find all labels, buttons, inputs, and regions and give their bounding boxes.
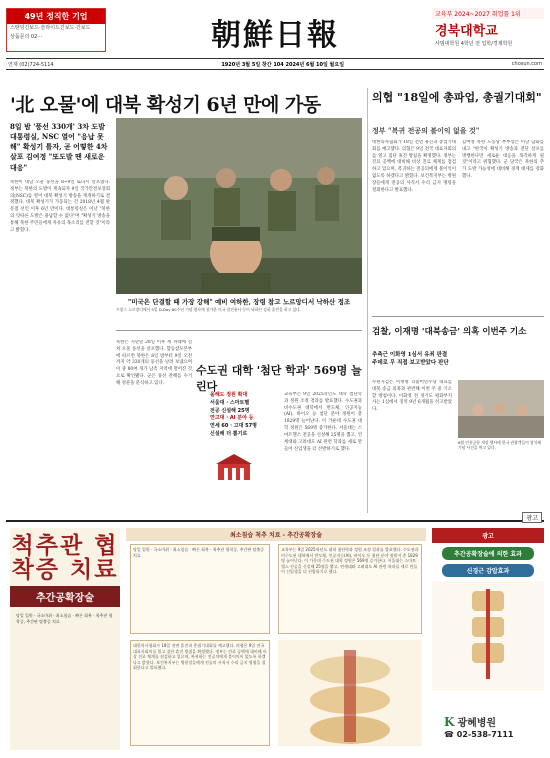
right-headline[interactable]: 의협 "18일에 총파업, 총궐기대회" [372, 91, 542, 104]
masthead [0, 0, 550, 60]
ad-info-box-2: 교육부는 9일 2025학년도 대학 첨단학과 정원 조정 결과를 발표했다. 수도권과 비수도권 대학에서 반도체, 인공지능(AI), 바이오 등 첨단 분야 정원이 총 1829명 늘어난다. 이 가운데 수도권 대학 정원은 569명 증가한다. 서울대는 스마트헬스 전공을 신설해 25명을 뽑고, 연세대와 고려대도 AI 관련 학과를 새로 만들어 신입생을 더 선발하기로 했다. [278, 544, 422, 634]
hospital-logo-icon: K [444, 715, 455, 729]
sidebar-line: 신설해 더 뽑기로 [210, 430, 248, 437]
mid-body: 교육부는 9일 2025학년도 대학 첨단학과 정원 조정 결과를 발표했다. 수도권과 비수도권 대학에서 반도체, 인공지능(AI), 바이오 등 첨단 분야 정원이 총 1829명 늘어난다. 이 가운데 수도권 대학 정원은 569명 증가한다. 서울대는 스마트헬스 전공을 신설해 25명을 뽑고, 연세대와 고려대도 AI 관련 학과를 새로 만들어 신입생을 더 선발하기로 했다. [284, 392, 362, 452]
ad-small-text: 당일 입원 · 국소마취 · 최소침습 · 빠른 회복 · 척추관 협착증, 추간판 탈출증 치료 [16, 613, 113, 625]
mid-headline[interactable]: 수도권 대학 '첨단 학과' 569명 늘린다 [196, 364, 362, 393]
main-photo[interactable] [116, 118, 362, 294]
photo-caption-title: "미국은 단결할 때 가장 강해" 예비 여하한, 장령 참고 노르망디서 낙하산 정조 [127, 298, 351, 306]
right-mid-photo-caption: 6월 인천공항 개장 행사에 한국 관광객들이 참석해 기념 사진을 찍고 있다. [458, 440, 542, 451]
right-mid-subhead: 추측근 이화영 1심서 유죄 판결 주데로 무 직접 보고받았다 판단 [372, 352, 449, 366]
newspaper-logo: 朝鮮日報 [211, 18, 339, 53]
right-subhead: 정부 "복귀 전공의 불이익 없을 것" [372, 126, 480, 135]
divider [116, 330, 362, 331]
ad-left-panel[interactable] [10, 528, 120, 750]
mid-sidebar [210, 392, 274, 439]
right-body-col-1: 대한의사협회가 18일 전면 휴진과 총궐기대회를 예고했다. 의협은 9일 전국 대표자회의를 열고 집단 휴진 방침을 확정했다. 정부는 진료 공백에 대비해 비상 진료 체계를 점검하고 있으며, 복귀하는 전공의에게 불이익이 없도록 하겠다고 밝혔다. 보건복지부는 병원장들에게 전공의 사직서 수리 금지 명령을 철회한다고 발표했다. [372, 140, 456, 193]
ad-mid-panel[interactable] [126, 528, 426, 750]
sidebar-line: 연고대 · AI 분야 등 [210, 415, 254, 422]
sidebar-line: 연세 60 · 고대 57명 [210, 423, 257, 429]
spine-diagram [432, 581, 544, 691]
airport-photo [458, 380, 544, 438]
main-subhead: 8일 밤 '풍선 330개' 3차 도발 대통령실, NSC 열어 "응납 못해" 확성기 틀자, 곧 어떻한 4차 살포 김여정 "또도발 땐 새로운 대응" [10, 122, 108, 172]
edition-date: 1920년 3월 5일 창간 104 2024년 6월 10일 월요일 [221, 61, 345, 68]
ad-big-text: 척추관 협착증 치료 [11, 532, 119, 584]
main-headline[interactable]: '北 오물'에 대북 확성기 6년 만에 가동 [10, 94, 321, 116]
photo-caption-text: 프랑스 노르망디에서 9일 D-Day 80주년 기념 행사에 참가한 미국 참전용사 등이 낙하산 강하 훈련을 하고 있다. [116, 307, 302, 312]
meta-line [6, 58, 544, 70]
left-ad-title: 49년 정직한 기업 [7, 9, 105, 24]
ad-info-box-3: 대한의사협회가 18일 전면 휴진과 총궐기대회를 예고했다. 의협은 9일 전국 대표자회의를 열고 집단 휴진 방침을 확정했다. 정부는 진료 공백에 대비해 비상 진료 체계를 점검하고 있으며, 복귀하는 전공의에게 불이익이 없도록 하겠다고 밝혔다. 보건복지부는 병원장들에게 전공의 사직서 수리 금지 명령을 철회한다고 발표했다. [130, 640, 270, 746]
left-ad-line-1: 스탠딩긴보드·슬라이드긴보드·긴보드 [10, 25, 91, 31]
hospital-name[interactable] [444, 714, 544, 729]
ad-label: 광고 [522, 512, 542, 523]
right-masthead-ad[interactable] [432, 8, 544, 52]
site-url[interactable]: chosun.com [511, 61, 542, 67]
right-body-col-2: 김여정 북한 노동당 부부장은 이날 담화를 내고 "한국이 확성기 방송과 전단 살포를 병행한다면 새로운 대응을 목격하게 될 것"이라고 위협했다. 군 당국은 북한의 추가 도발 가능성에 대비해 경계 태세를 강화했다. [462, 140, 544, 180]
main-body-col-2: 북한은 지난달 28일 이후 세 차례에 걸쳐 오물 풍선을 살포했다. 합동참모본부에 따르면 북한은 8일 밤부터 9일 오전까지 약 330개의 풍선을 날려 보냈으며 이 중 80여 개가 남측 지역에 떨어진 것으로 확인됐다. 군은 풍선 잔해를 수거해 성분을 분석하고 있다. [116, 340, 192, 386]
divider [372, 316, 544, 317]
paratrooper-photo [116, 118, 362, 294]
left-masthead-ad[interactable] [6, 8, 106, 52]
hospital-name-text: 광혜병원 [457, 718, 497, 729]
sidebar-line: 서울대 · 스마트헬 [210, 399, 250, 406]
right-ad-name: 경북대학교 [435, 24, 498, 39]
column-divider [367, 88, 368, 513]
right-mid-body: 수원지검은 이재명 더불어민주당 대표를 대북 송금 의혹과 관련해 이번 주 중 기소할 방침이다. 이화영 전 경기도 평화부지사는 1심에서 징역 9년 6개월을 선고받았다. [372, 380, 452, 413]
ad-right-pill-2: 신경근 감압효과 [442, 564, 534, 577]
sidebar-line: 올해도 정원 확대 [210, 392, 248, 398]
right-mid-photo[interactable] [458, 380, 544, 438]
right-ad-sub: 사범대학원 4학년 전 입학/경제학원 [435, 41, 513, 47]
ad-mid-title: 최소침습 척추 치료 - 추간공확장술 [126, 528, 426, 541]
right-mid-headline[interactable]: 검찰, 이재명 '대북송금' 의혹 이번주 기소 [372, 327, 527, 337]
ad-right-pill: 추간공확장술에 의한 효과 [442, 547, 534, 560]
main-body-col-1: 북한이 대남 오물 풍선을 8~9일 또다시 살포했다. 정부는 북한의 도발이 계속되자 9일 국가안전보장회의(NSC)를 열어 대북 확성기 방송을 재개하기로 결정했다. 대북 확성기가 가동되는 건 2018년 4월 판문점 선언 이후 6년 만이다. 대통령실은 이날 "북한의 잇따른 도발은 용납할 수 없다"며 "확성기 방송을 통해 북한 주민들에게 자유의 목소리를 전할 것"이라고 밝혔다. [10, 180, 110, 233]
meta-left: 연재 (02)724-5114 [8, 61, 54, 68]
ad-band: 추간공확장술 [10, 586, 120, 607]
university-emblem-icon [214, 452, 254, 482]
right-ad-top: 교육부 2024~2027 취업률 1위 [432, 8, 544, 19]
hospital-phone[interactable]: ☎ 02-538-7111 [444, 730, 514, 739]
ad-right-top: 광고 [432, 528, 544, 543]
spine-illustration [278, 640, 422, 746]
sidebar-line: 전공 신설해 25명 [210, 407, 250, 414]
ad-info-box-1: 당일 입원 · 국소마취 · 최소침습 · 빠른 회복 · 척추관 협착증, 추간판 탈출증 치료 [130, 544, 270, 634]
left-ad-line-2: 상품문의 02··· [10, 33, 43, 40]
